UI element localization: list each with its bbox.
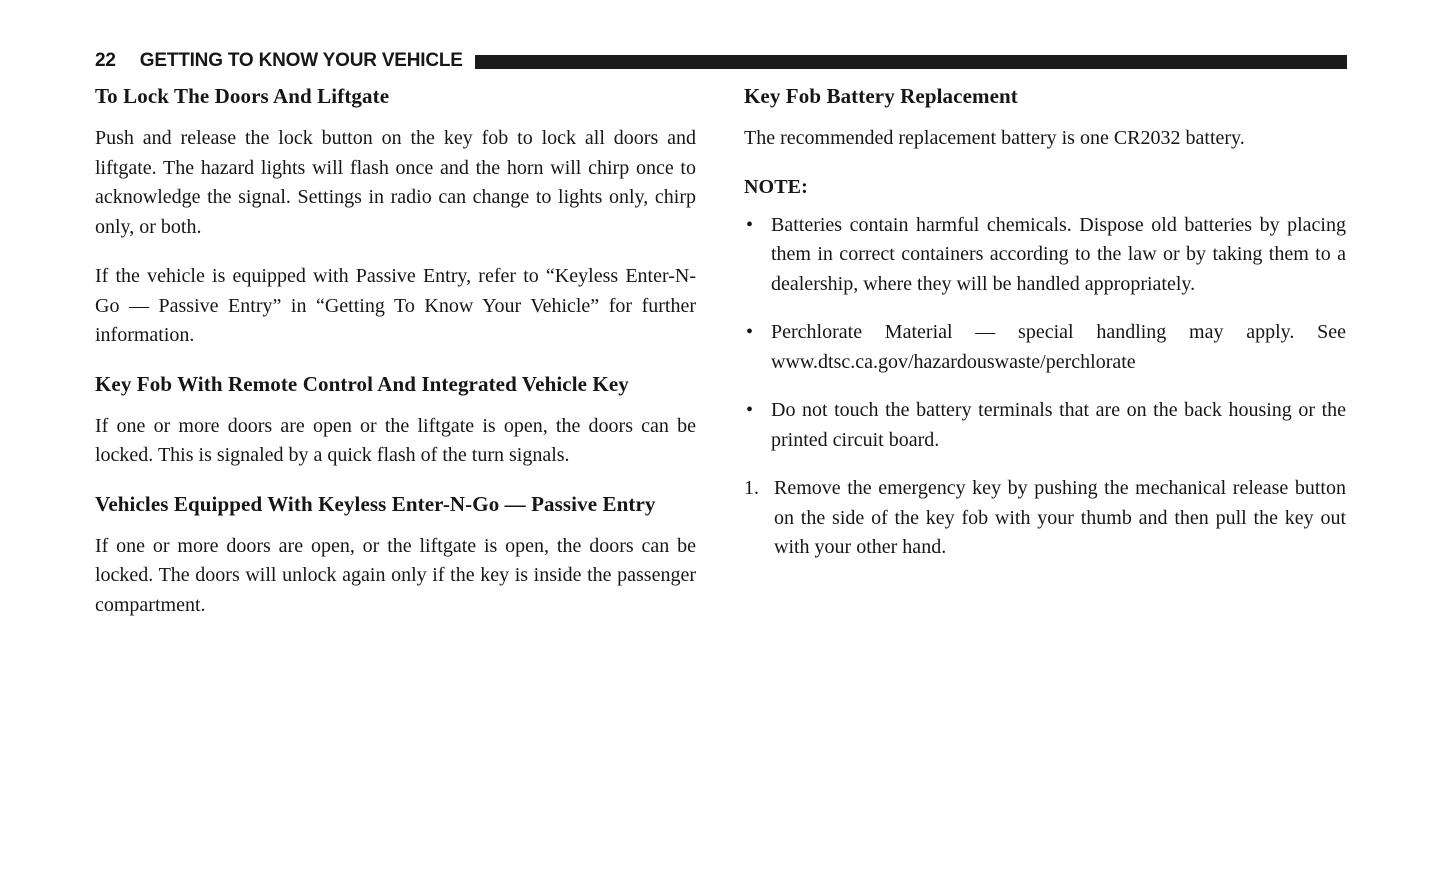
bullet-item-harmful-chemicals <box>744 211 1346 300</box>
left-column <box>95 83 696 640</box>
bullet-item-battery-terminals <box>744 396 1346 455</box>
paragraph-key-fob-remote: If one or more doors are open or the liftgate is open, the doors can be locked. This is signaled by a quick flash of the turn signals. <box>95 414 696 466</box>
step-text: Remove the emergency key by pushing the mechanical release button on the side of the key fob with your thumb and then pull the key out with your other hand. <box>774 477 1346 558</box>
paragraph-lock-doors-2: If the vehicle is equipped with Passive Entry, refer to “Keyless Enter-N-Go — Passive Entry” in “Getting To Know Your Vehicle” for further information. <box>95 265 696 346</box>
procedure-step-list <box>744 474 1346 563</box>
paragraph-battery-intro: The recommended replacement battery is one CR2032 battery. <box>744 127 1245 149</box>
bullet-text: Do not touch the battery terminals that are on the back housing or the printed circuit board. <box>771 399 1346 451</box>
chapter-title: GETTING TO KNOW YOUR VEHICLE <box>139 50 463 71</box>
section-heading-keyless-enter-n-go: Vehicles Equipped With Keyless Enter-N-Go — Passive Entry <box>95 491 656 516</box>
bullet-icon: • <box>746 213 754 236</box>
bullet-item-perchlorate <box>744 318 1346 377</box>
step-item-remove-emergency-key <box>744 474 1346 563</box>
bullet-text: Batteries contain harmful chemicals. Dispose old batteries by placing them in correct containers according to the law or by taking them to a dealership, where they will be handled appropriately. <box>771 213 1346 295</box>
note-bullet-list <box>744 211 1346 456</box>
note-label: NOTE: <box>744 175 808 198</box>
bullet-text: Perchlorate Material — special handling may apply. See www.dtsc.ca.gov/hazardouswaste/perchlorate <box>771 321 1346 373</box>
section-heading-lock-doors: To Lock The Doors And Liftgate <box>95 84 390 108</box>
page-number: 22 <box>95 50 116 71</box>
right-column <box>744 83 1346 582</box>
paragraph-lock-doors-1: Push and release the lock button on the key fob to lock all doors and liftgate. The hazard lights will flash once and the horn will chirp once to acknowledge the signal. Settings in radio can change to lights only, chirp only, or both. <box>95 127 696 238</box>
header-rule-bar <box>475 55 1347 69</box>
section-heading-battery-replacement: Key Fob Battery Replacement <box>744 84 1018 108</box>
bullet-icon: • <box>746 399 754 421</box>
paragraph-keyless-enter-n-go: If one or more doors are open, or the liftgate is open, the doors can be locked. The doors will unlock again only if the key is inside the passenger compartment. <box>95 534 696 616</box>
section-heading-key-fob-remote: Key Fob With Remote Control And Integrated Vehicle Key <box>95 371 629 396</box>
bullet-icon: • <box>746 321 754 343</box>
step-number: 1. <box>744 477 759 499</box>
page-header <box>95 50 1347 72</box>
